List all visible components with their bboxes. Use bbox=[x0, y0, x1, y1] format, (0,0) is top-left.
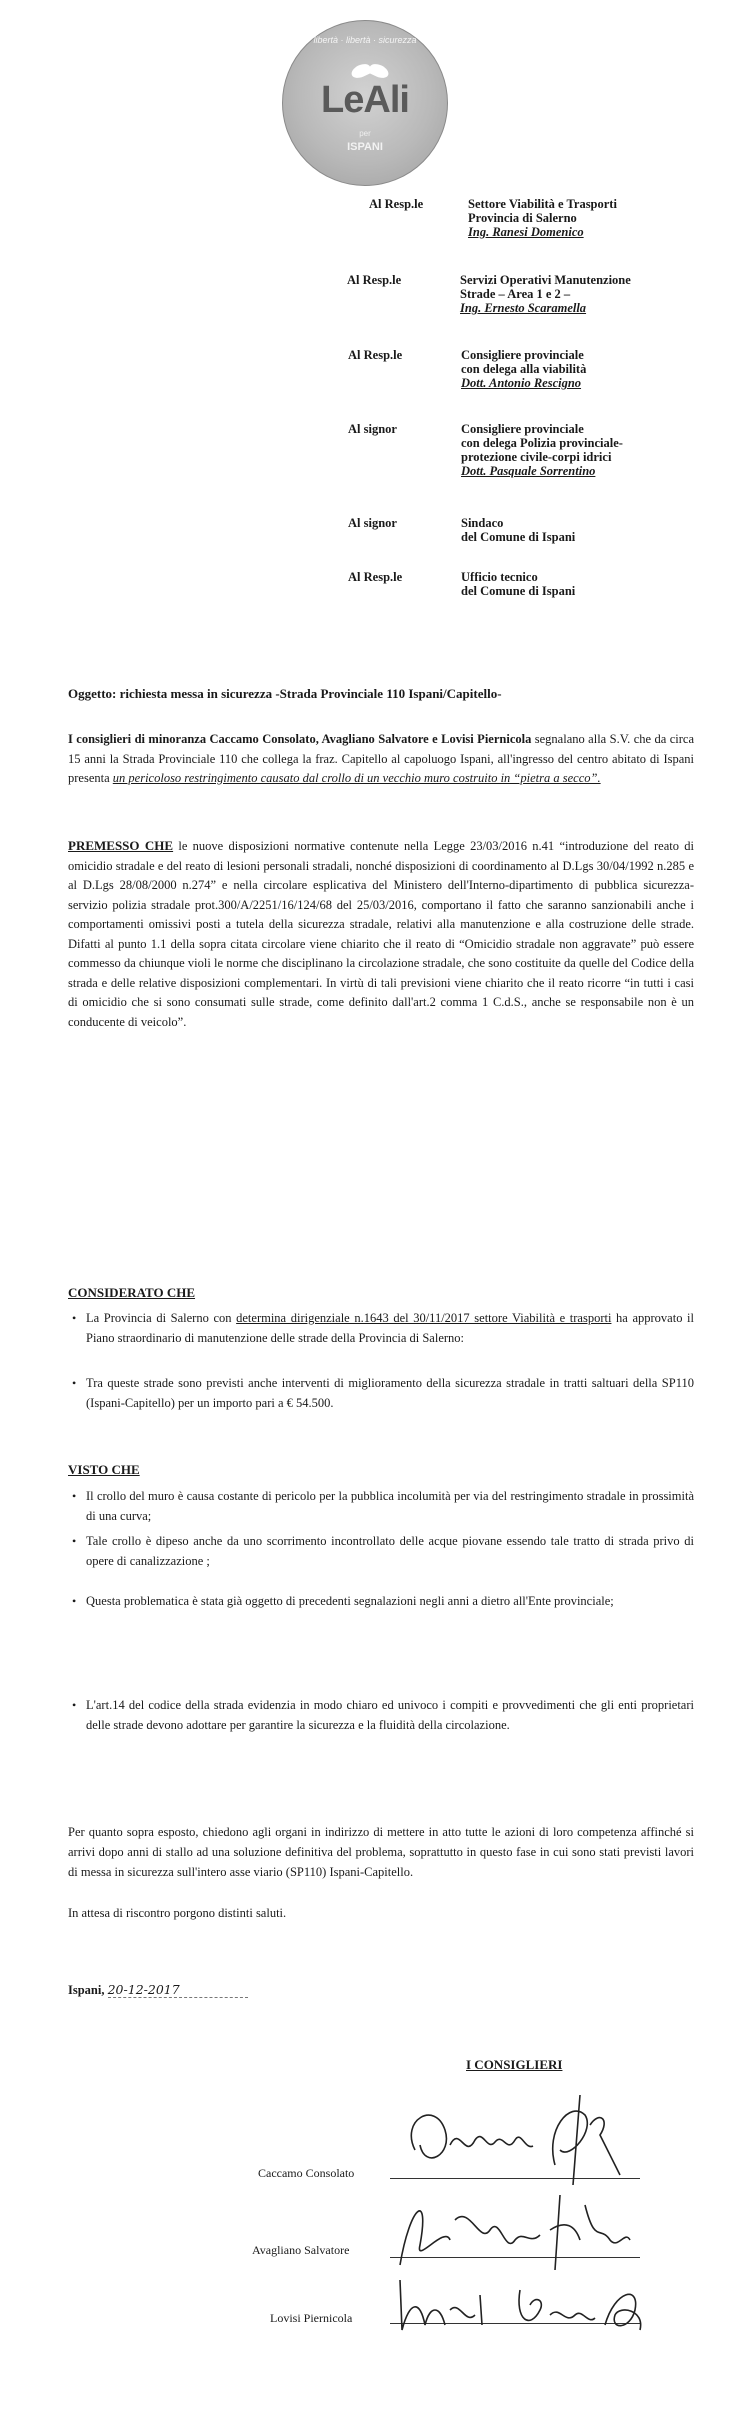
date-underline bbox=[108, 1997, 248, 1998]
subject-line: Oggetto: richiesta messa in sicurezza -Strada Provinciale 110 Ispani/Capitello- bbox=[68, 686, 502, 701]
recipient-label: Al Resp.le bbox=[348, 570, 403, 584]
recipient-name: Dott. Pasquale Sorrentino bbox=[461, 464, 596, 478]
recipient-line: Servizi Operativi Manutenzione bbox=[460, 273, 631, 287]
logo-sub-place: ISPANI bbox=[347, 141, 383, 153]
recipient-line: Sindaco bbox=[461, 516, 504, 530]
date-place: Ispani, bbox=[68, 1983, 105, 1997]
closing-greeting: In attesa di riscontro porgono distinti saluti. bbox=[68, 1906, 287, 1920]
recipient-name: Ing. Ernesto Scaramella bbox=[460, 301, 587, 315]
signature-caccamo bbox=[395, 2090, 635, 2190]
logo-sub-small: per bbox=[359, 129, 371, 138]
intro-text: segnalano alla S.V. che da circa 15 anni la Strada Provinciale 110 che collega la fraz. Capitello al capoluogo Ispani, all'ingresso del centro abitato di Ispani presenta bbox=[68, 732, 694, 785]
signatory-name: Lovisi Piernicola bbox=[270, 2311, 353, 2325]
premesso-heading: PREMESSO CHE bbox=[68, 838, 174, 853]
recipient-line: Provincia di Salerno bbox=[468, 211, 577, 225]
recipient-line: protezione civile-corpi idrici bbox=[461, 450, 612, 464]
premesso-paragraph bbox=[68, 836, 694, 1032]
bullet-text: La Provincia di Salerno con bbox=[86, 1311, 237, 1325]
recipient-address bbox=[461, 348, 721, 390]
recipient-label: Al Resp.le bbox=[348, 348, 403, 362]
bullet-text: ha approvato il Piano straordinario di manutenzione delle strade della Provincia di Salerno: bbox=[86, 1311, 695, 1345]
date-line bbox=[68, 1982, 180, 1998]
recipient-line: con delega Polizia provinciale- bbox=[461, 436, 623, 450]
considerato-bullet bbox=[86, 1309, 694, 1348]
recipient-address bbox=[460, 273, 720, 315]
recipient-address bbox=[461, 422, 721, 478]
signature-avagliano bbox=[390, 2185, 640, 2275]
intro-bold: I consiglieri di minoranza Caccamo Consolato, Avagliano Salvatore e Lovisi Piernicola bbox=[68, 732, 532, 746]
visto-bullet: • Questa problematica è stata già oggetto di precedenti segnalazioni negli anni a dietro all'Ente provinciale; bbox=[86, 1592, 694, 1612]
recipient-line: con delega alla viabilità bbox=[461, 362, 587, 376]
considerato-bullet: • Tra queste strade sono previsti anche interventi di miglioramento della sicurezza stradale in tratti saltuari della SP110 (Ispani-Capitello) per un importo pari a € 54.500. bbox=[86, 1374, 694, 1413]
determina-reference: determina dirigenziale n.1643 del 30/11/2017 settore Viabilità e trasporti bbox=[236, 1311, 612, 1325]
signatory-name: Avagliano Salvatore bbox=[252, 2243, 350, 2257]
signature-lovisi bbox=[390, 2270, 650, 2350]
recipient-address bbox=[468, 197, 728, 239]
premesso-text: le nuove disposizioni normative contenute nella Legge 23/03/2016 n.41 “introduzione del reato di omicidio stradale e del reato di lesioni personali stradali, nonché disposizioni di coordinamento al D.Lgs 30/04/1992 n.285 e al D.Lgs 28/08/2000 n.274” e nella circolare esplicativa del Ministero dell'Interno-dipartimento di pubblica sicurezza-servizio polizia stradale prot.300/A/2251/16/124/68 del 25/03/2016, comportano il fatto che saranno sanzionabili anche i comportamenti omissivi posti a tutela della sicurezza stradale, relativi alla manutenzione e alla costruzione delle strade. Difatti al punto 1.1 della sopra citata circolare viene chiarito che il reato di “Omicidio stradale non aggravate” può essere commesso da chiunque violi le norme che disciplinano la circolazione stradale, che sono costituite da quelle del Codice della strada e delle relative disposizioni complementari. In virtù di tali previsioni viene chiarito che il reato ricorre “in tutti i casi di omicidio che si sono consumati sulle strade, come definito dall'art.2 comma 1 C.d.S., anche se responsabile non è un conducente di veicolo”. bbox=[68, 839, 694, 1029]
recipient-line: Ufficio tecnico bbox=[461, 570, 538, 584]
recipient-label: Al signor bbox=[348, 422, 397, 436]
considerato-heading: CONSIDERATO CHE bbox=[68, 1285, 196, 1300]
intro-underlined: un pericoloso restringimento causato dal crollo di un vecchio muro costruito in “pietra a secco”. bbox=[112, 771, 601, 785]
recipient-line: Consigliere provinciale bbox=[461, 422, 584, 436]
visto-bullet: • Tale crollo è dipeso anche da uno scorrimento incontrollato delle acque piovane essendo tale tratto di strada privo di opere di canalizzazione ; bbox=[86, 1532, 694, 1571]
intro-paragraph bbox=[68, 730, 694, 789]
recipient-line: del Comune di Ispani bbox=[461, 530, 576, 544]
recipient-line: del Comune di Ispani bbox=[461, 584, 576, 598]
recipient-line: Consigliere provinciale bbox=[461, 348, 584, 362]
visto-bullet: • Il crollo del muro è causa costante di pericolo per la pubblica incolumità per via del restringimento stradale in prossimità di una curva; bbox=[86, 1487, 694, 1526]
recipient-name: Ing. Ranesi Domenico bbox=[468, 225, 584, 239]
logo-arc-text: libertà · libertà · sicurezza bbox=[313, 35, 417, 45]
recipient-name: Dott. Antonio Rescigno bbox=[461, 376, 582, 390]
recipient-label: Al signor bbox=[348, 516, 397, 530]
recipient-line: Settore Viabilità e Trasporti bbox=[468, 197, 617, 211]
handwritten-date: 20-12-2017 bbox=[107, 1982, 180, 1997]
recipient-line: Strade – Area 1 e 2 – bbox=[460, 287, 571, 301]
logo-brand: LeAli bbox=[321, 79, 409, 121]
signatory-name: Caccamo Consolato bbox=[258, 2166, 355, 2180]
signatories-title: I CONSIGLIERI bbox=[466, 2057, 563, 2072]
recipient-address bbox=[461, 570, 721, 598]
leali-logo bbox=[282, 20, 448, 186]
recipient-label: Al Resp.le bbox=[347, 273, 402, 287]
visto-heading: VISTO CHE bbox=[68, 1462, 140, 1477]
visto-bullet: • L'art.14 del codice della strada evidenzia in modo chiaro ed univoco i compiti e provvedimenti che gli enti proprietari delle strade devono adottare per garantire la sicurezza e la fluidità della circolazione. bbox=[86, 1696, 694, 1735]
closing-paragraph: Per quanto sopra esposto, chiedono agli organi in indirizzo di mettere in atto tutte le azioni di loro competenza affinché si arrivi dopo anni di stallo ad una soluzione definitiva del problema, soprattutto in questo fase in cui sono stati previsti lavori di messa in sicurezza sull'intero asse viario (SP110) Ispani-Capitello. bbox=[68, 1825, 694, 1879]
recipient-address bbox=[461, 516, 721, 544]
wing-icon bbox=[367, 61, 390, 80]
recipient-label: Al Resp.le bbox=[369, 197, 424, 211]
